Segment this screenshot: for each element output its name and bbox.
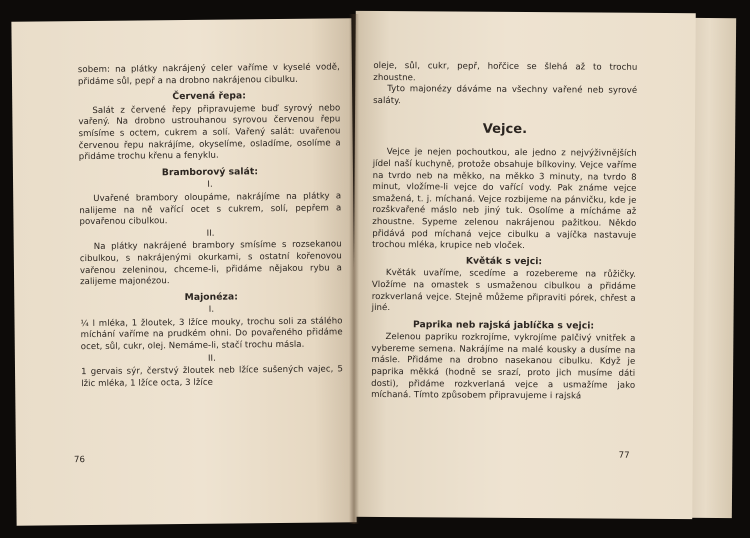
roman-numeral: II. — [207, 353, 216, 364]
paragraph: oleje, sůl, cukr, pepř, hořčice se šlehá až to trochu zhoustne. — [373, 60, 638, 83]
roman-numeral: I. — [208, 304, 215, 316]
section-heading: Květák s vejci: — [465, 255, 543, 267]
chapter-heading: Vejce. — [482, 122, 528, 138]
page-number: 77 — [618, 450, 630, 461]
paragraph: 1 gervais sýr, čerstvý žloutek neb lžíce sušených vajec, 5 lžic mléka, 1 lžíce octa, 3 lžíce — [80, 364, 344, 389]
roman-numeral: I. — [207, 180, 213, 191]
paragraph: Uvařené brambory oloupáme, nakrájíme na plátky a nalijeme na ně vařící ocet s cukrem, solí, pepřem a povařenou cibulkou. — [79, 191, 342, 228]
left-page — [11, 18, 356, 526]
right-page — [352, 11, 696, 519]
paragraph: Salát z červené řepy připravujeme buď syrový nebo vařený. Na drobno ustrouhanou syrovou červenou řepu smísíme s octem, cukrem a solí. Vařený salát: uvařenou červenou řepu nakrájíme, okyselíme, osladíme, osolíme a přidáme trochu křenu a fenyklu. — [78, 103, 341, 163]
roman-numeral: II. — [206, 228, 215, 239]
section-heading: Červená řepa: — [172, 90, 246, 103]
paragraph: sobem: na plátky nakrájený celer vaříme v kyselé vodě, přidáme sůl, pepř a na drobno nakrájenou cibulku. — [77, 62, 340, 87]
paragraph: Na plátky nakrájené brambory smísíme s rozsekanou cibulkou, s nakrájenými okurkami, s ostatní kořenovou vařenou zeleninou, chceme-li, přidáme nějakou rybu a zalijeme majonézou. — [79, 239, 343, 288]
paragraph: Zelenou papriku rozkrojíme, vykrojíme palčivý vnitřek a vybereme semena. Nakrájíme na malé kousky a dusíme na másle. Přidáme na drobno nasekanou cibulku. Když je paprika měkká (hodně se srazí, proto jich musíme dáti dosti), přidáme rozkverlaná vejce a usmažíme jako míchaná. Tímto způsobem připravujeme i rajská — [371, 332, 636, 402]
book-spine-shadow — [349, 14, 359, 524]
section-heading: Majonéza: — [184, 291, 238, 303]
section-heading: Bramborový salát: — [161, 165, 259, 178]
page-number: 76 — [73, 455, 85, 466]
paragraph: Květák uvaříme, scedíme a rozebereme na růžičky. Vložíme na omastek s usmaženou cibulkou a přidáme rozkverlaná vejce. Stejně můžeme připraviti pórek, chřest a jiné. — [371, 268, 636, 314]
section-heading: Paprika neb rajská jablíčka s vejci: — [412, 318, 595, 332]
paragraph: Tyto majonézy dáváme na všechny vařené neb syrové saláty. — [373, 84, 638, 106]
right-page-text — [371, 61, 637, 404]
paragraph: Vejce je nejen pochoutkou, ale jedno z nejvýživnějších jídel naší kuchyně, protože obsahuje bílkoviny. Vejce vaříme na tvrdo neb na měkko, na měkko 3 minuty, na tvrdo 8 minut, vložíme-li vejce do vařící vody. Pak známe vejce smažená, t. j. míchaná. Vejce rozbijeme na pánvičku, kde je rozškvařené máslo neb jiný tuk. Osolíme a mícháme až zhoustne. Sypeme zelenou nakrájenou pažitkou. Někdo přidává pod míchaná vejce cibulku a vajíčka nastavuje trochou mléka, krupice neb vloček. — [372, 147, 637, 252]
left-page-text — [78, 62, 343, 390]
paragraph: ¼ l mléka, 1 žloutek, 3 lžíce mouky, trochu soli za stálého míchání vaříme na prudkém ohni. Do povařeného přidáme ocet, sůl, cukr, olej. Nemáme-li, stačí trochu másla. — [80, 316, 343, 353]
